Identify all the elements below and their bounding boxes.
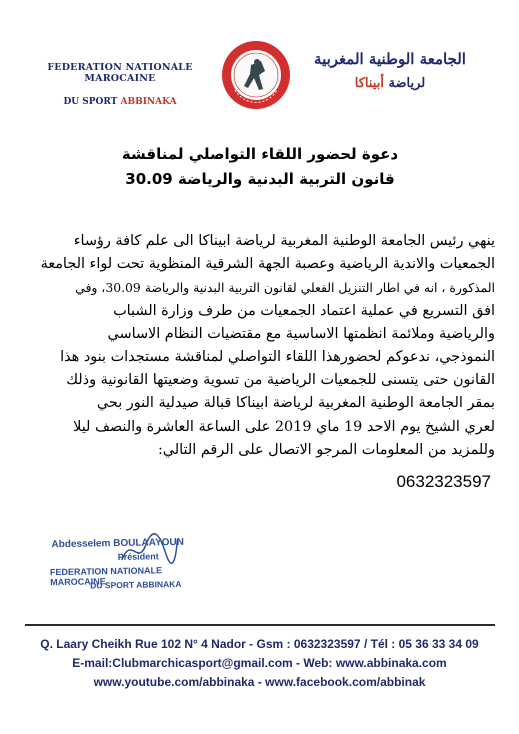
footer-facebook-link[interactable]: www.facebook.com/abbinak — [265, 675, 426, 689]
invitation-body — [25, 230, 495, 462]
signatory-name: Abdesselem BOULAAYOUN — [51, 536, 185, 551]
federation-sport-fr: DU SPORT ABBINAKA — [63, 97, 177, 107]
footer-divider — [25, 624, 495, 626]
signature-stamp — [29, 536, 210, 609]
body-line: افق التسريع في عملية اعتماد الجمعيات من طرف وزارة الشباب — [113, 302, 495, 319]
footer-web-link[interactable]: www.abbinaka.com — [335, 656, 447, 670]
footer-email-link[interactable]: Clubmarchicasport@gmail.com — [112, 656, 293, 670]
footer-contact-line: E-mail:Clubmarchicasport@gmail.com - Web: www.abbinaka.com — [72, 656, 447, 670]
federation-name-ar: الجامعة الوطنية المغربية — [314, 50, 466, 68]
body-line: الجمعيات والاندية الرياضية وعصبة الجهة الشرقية المنظوية تحت لواء الجامعة — [40, 256, 495, 273]
contact-phone: 0632323597 — [396, 472, 491, 491]
federation-sport-ar: لرياضة أبيناكا — [354, 76, 426, 91]
body-line: ينهي رئيس الجامعة الوطنية المغربية لرياضة ابيناكا الى علم كافة رؤساء — [73, 233, 495, 249]
title-line-1: دعوة لحضور اللقاء التواصلي لمناقشة — [121, 145, 399, 163]
title-line-2: قانون التربية البدنية والرياضة 30.09 — [125, 170, 395, 188]
body-line: المذكورة ، انه في اطار التنزيل الفعلي لقانون التربية البدنية والرياضة 30.09، وفي — [75, 280, 495, 296]
stamp-org-line-2: DU SPORT ABBINAKA — [90, 578, 182, 591]
header-right — [300, 50, 480, 91]
body-line: لعري الشيخ يوم الاحد 19 ماي 2019 على الساعة العاشرة والنصف ليلا — [73, 418, 495, 435]
body-line: النموذجي، ندعوكم لحضورهذا اللقاء التواصلي لمناقشة مستجدات بنود هذا — [60, 349, 495, 366]
footer-social-line: www.youtube.com/abbinaka - www.facebook.com/abbinak — [93, 675, 426, 689]
body-line: والرياضية وملائمة انظمتها الاساسية مع مقتضيات النظام الاساسي — [107, 325, 495, 342]
footer-gsm: Gsm : 0632323597 — [256, 637, 361, 651]
stamp-org-line-1: FEDERATION NATIONALE MAROCAINE — [49, 565, 163, 588]
footer-youtube-link[interactable]: www.youtube.com/abbinaka — [93, 675, 255, 689]
federation-name-fr: FEDERATION NATIONALE MAROCAINE — [47, 62, 193, 84]
body-line: بمقر الجامعة الوطنية المغربية لرياضة ابيناكا قبالة صيدلية النور بحي — [96, 395, 495, 412]
footer-address-line: Q. Laary Cheikh Rue 102 N° 4 Nador - Gsm : 0632323597 / Tél : 05 36 33 34 09 — [40, 637, 479, 651]
federation-logo — [221, 40, 291, 110]
body-line: وللمزيد من المعلومات المرجو الاتصال على الرقم التالي: — [157, 441, 495, 458]
footer-address: Q. Laary Cheikh Rue 102 N° 4 Nador — [40, 637, 246, 651]
header-left — [20, 62, 220, 107]
signatory-role: Président — [117, 551, 159, 563]
body-line: القانون حتى يتسنى للجمعيات الرياضية من تسوية وضعيتها القانونية وذلك — [66, 372, 495, 389]
footer-tel: Tél : 05 36 33 34 09 — [370, 637, 479, 651]
